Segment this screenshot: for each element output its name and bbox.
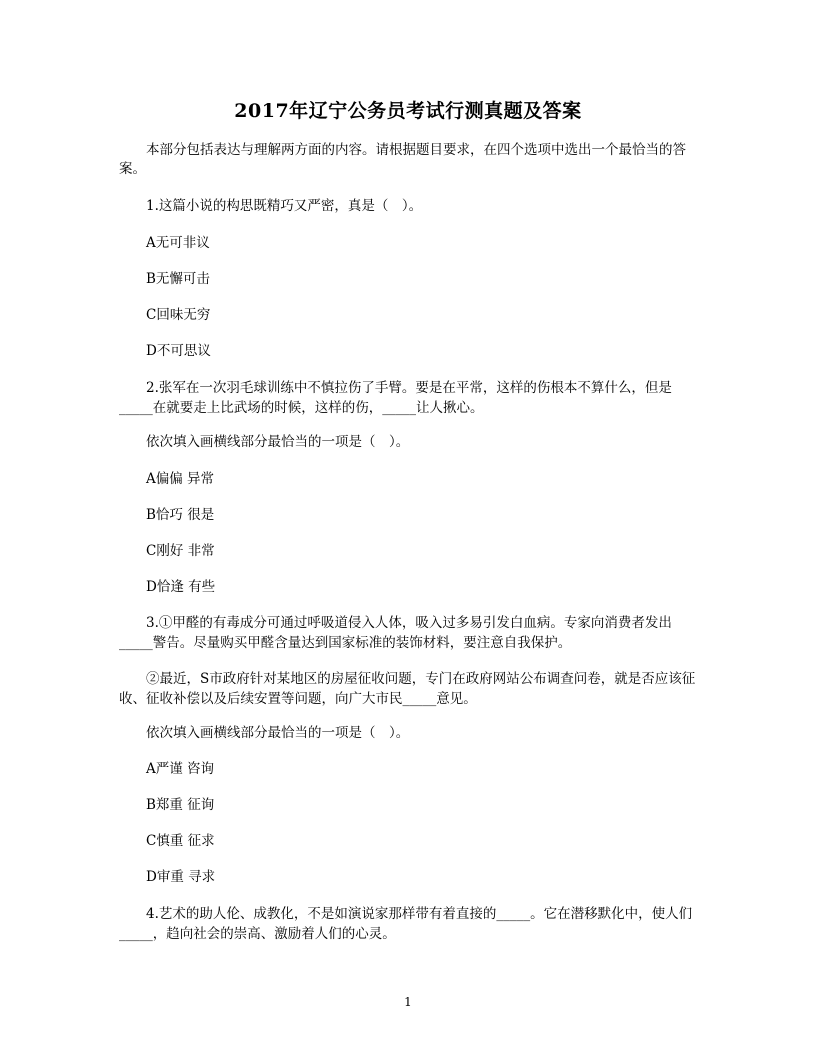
question-3-prompt: 依次填入画横线部分最恰当的一项是（ ）。 — [146, 725, 410, 741]
section-intro: 本部分包括表达与理解两方面的内容。请根据题目要求，在四个选项中选出一个最恰当的答案。 — [119, 142, 686, 177]
question-2-option-c: C刚好 非常 — [146, 543, 215, 559]
question-1-option-a: A无可非议 — [146, 235, 210, 251]
question-3-option-a: A严谨 咨询 — [146, 761, 215, 777]
question-2-stem: 2.张军在一次羽毛球训练中不慎拉伤了手臂。要是在平常，这样的伤根本不算什么，但是_____在就要走上比武场的时候，这样的伤，_____让人揪心。 — [119, 380, 672, 416]
question-4-stem: 4.艺术的助人伦、成教化，不是如演说家那样带有着直接的_____。它在潜移默化中，使人们_____，趋向社会的崇高、激励着人们的心灵。 — [119, 906, 693, 942]
question-1-option-c: C回味无穷 — [146, 307, 211, 323]
question-2-prompt: 依次填入画横线部分最恰当的一项是（ ）。 — [146, 434, 410, 450]
page-number: 1 — [404, 995, 412, 1009]
question-1-option-d: D不可思议 — [146, 343, 211, 359]
question-3-option-d: D审重 寻求 — [146, 869, 216, 885]
question-3-option-c: C慎重 征求 — [146, 833, 215, 849]
question-3-stem-2: ②最近，S市政府针对某地区的房屋征收问题，专门在政府网站公布调查问卷，就是否应该征收、征收补偿以及后续安置等问题，向广大市民_____意见。 — [119, 671, 696, 707]
question-2-option-a: A偏偏 异常 — [146, 471, 215, 487]
question-2-option-d: D恰逢 有些 — [146, 579, 216, 595]
question-2-option-b: B恰巧 很是 — [146, 507, 215, 523]
question-3-option-b: B郑重 征询 — [146, 797, 215, 813]
question-1-stem: 1.这篇小说的构思既精巧又严密，真是（ ）。 — [146, 198, 423, 214]
question-3-stem-1: 3.①甲醛的有毒成分可通过呼吸道侵入人体，吸入过多易引发白血病。专家向消费者发出_____警告。尽量购买甲醛含量达到国家标准的装饰材料，要注意自我保护。 — [119, 615, 672, 651]
question-1-option-b: B无懈可击 — [146, 271, 210, 287]
document-title: 2017年辽宁公务员考试行测真题及答案 — [234, 100, 582, 122]
